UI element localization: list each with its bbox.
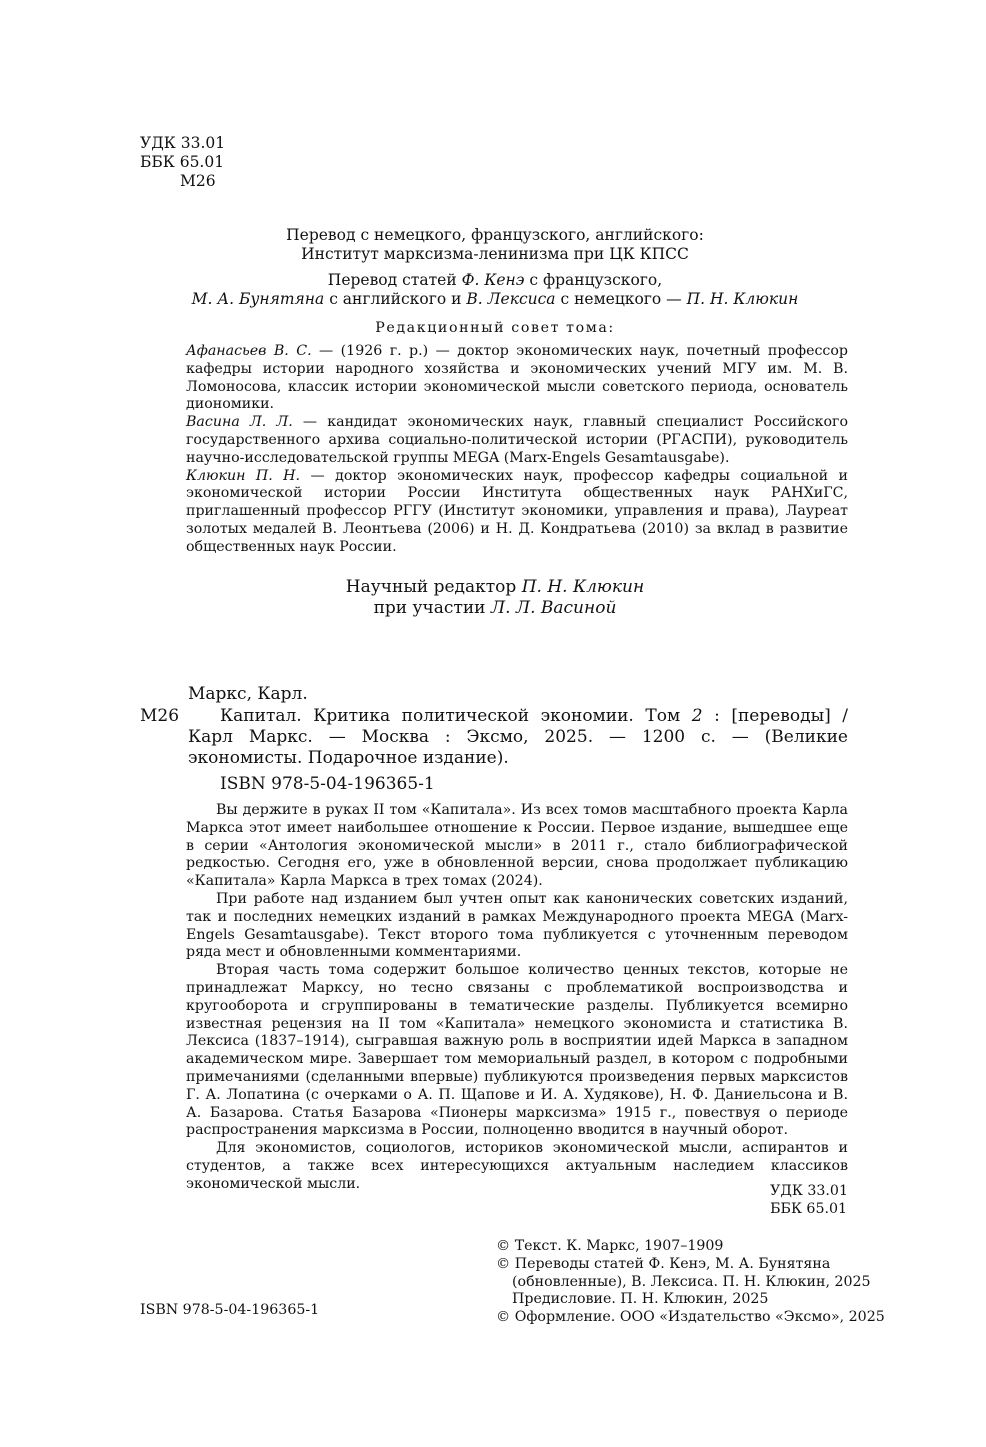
editor-name: П. Н. Клюкин [521, 577, 645, 597]
translator-name-bunyatyan: М. А. Бунятяна [191, 290, 325, 308]
editor-line-2: при участии Л. Л. Васиной [373, 598, 617, 618]
co-editor-name: Л. Л. Васиной [490, 598, 617, 618]
council-member-afanasyev: Афанасьев В. С. — (1926 г. р.) — доктор экономических наук, почетный профессор кафедры истории народного хозяйства и экономических учений МГУ им. М. В. Ломоносова, классик истории экономической мысли советского периода, основатель диономики. [186, 343, 848, 413]
top-codes [140, 134, 225, 191]
footer-isbn: ISBN 978-5-04-196365-1 [140, 1302, 320, 1318]
translator-name-klyukin: П. Н. Клюкин [686, 290, 799, 308]
annotation-paragraph-3: Вторая часть тома содержит большое количество ценных текстов, которые не принадлежат Марксу, но тесно связаны с проблематикой воспроизводства и кругооборота и сгруппированы в тематические разделы. Публикуется всемирно известная рецензия на II том «Капитала» немецкого экономиста и статистика В. Лексиса (1837–1914), сыгравшая важную роль в восприятии идей Маркса в западном академическом мире. Завершает том мемориальный раздел, в котором с подробными примечаниями (сделанными впервые) публикуются произведения первых марксистов Г. А. Лопатина (с очерками о А. П. Щапове и И. А. Худякове), Н. Ф. Даниельсона и В. А. Базарова. Статья Базарова «Пионеры марксизма» 1915 г., повествуя о периоде распространения марксизма в России, полноценно вводится в научный оборот. [186, 962, 848, 1139]
council-members [186, 343, 848, 557]
council-member-klyukin: Клюкин П. Н. — доктор экономических наук, профессор кафедры социальной и экономической истории России Института общественных наук РАНХиГС, приглашенный профессор РГГУ (Институт экономики, управления и права), Лауреат золотых медалей В. Леонтьева (2006) и Н. Д. Кондратьева (2010) за вклад в развитие общественных наук России. [186, 467, 848, 555]
editor-line-1: Научный редактор П. Н. Клюкин [345, 577, 645, 597]
annotation-paragraph-2: При работе над изданием был учтен опыт как канонических советских изданий, так и последних немецких изданий в рамках Международного проекта MEGA (Marx-Engels Gesamtausgabe). Текст второго тома публикуется с уточненным переводом ряда мест и обновленными комментариями. [186, 890, 848, 961]
copyright-translations: © Переводы статей Ф. Кенэ, М. А. Бунятяна [496, 1255, 831, 1272]
copyright-text: © Текст. К. Маркс, 1907–1909 [496, 1238, 724, 1254]
udk-code-bottom: УДК 33.01 [770, 1183, 848, 1199]
catalog-author: Маркс, Карл. [188, 684, 308, 704]
translation-line-2: Институт марксизма-ленинизма при ЦК КПСС [301, 245, 689, 263]
bottom-codes [770, 1183, 848, 1219]
annotation-paragraph-1: Вы держите в руках II том «Капитала». Из всех томов масштабного проекта Карла Маркса этот имеет наибольшее отношение к России. Первое издание, вышедшее еще в серии «Антология экономической мысли» в 2011 г., стало библиографической редкостью. Сегодня его, уже в обновленной версии, снова продолжает публикацию «Капитала» Карла Маркса в трех томах (2024). [186, 802, 848, 890]
author-mark-top: М26 [180, 172, 216, 190]
scientific-editor [140, 577, 850, 619]
translator-name-lexis: В. Лексиса [466, 290, 556, 308]
translation-credits [140, 226, 850, 309]
member-name: Васина Л. Л. [186, 414, 293, 431]
translation-line-1: Перевод с немецкого, французского, английского: [286, 226, 704, 244]
member-name: Афанасьев В. С. [186, 343, 312, 359]
catalog-isbn: ISBN 978-5-04-196365-1 [220, 774, 435, 794]
member-name: Клюкин П. Н. [186, 467, 301, 484]
copyright-block [496, 1238, 885, 1327]
copyright-preface: Предисловие. П. Н. Клюкин, 2025 [512, 1291, 769, 1308]
volume-number: 2 [691, 706, 703, 726]
udk-code-top: УДК 33.01 [140, 134, 226, 152]
translation-line-3: Перевод статей Ф. Кенэ с французского, [327, 271, 663, 289]
council-member-vasina: Васина Л. Л. — кандидат экономических наук, главный специалист Российского государственного архива социально-политической истории (РГАСПИ), руководитель научно-исследовательской группы MEGA (Marx-Engels Gesamtausgabe). [186, 414, 848, 466]
catalog-mark: М26 [140, 706, 180, 726]
translation-line-4: М. А. Бунятяна с английского и В. Лексиса с немецкого — П. Н. Клюкин [191, 290, 799, 308]
bbk-code-top: ББК 65.01 [140, 153, 225, 171]
annotation [186, 802, 848, 1194]
translator-name-kene: Ф. Кенэ [461, 271, 525, 289]
catalog-entry: Капитал. Критика политической экономии. Том 2 : [переводы] / Карл Маркс. — Москва : Эксмо, 2025. — 1200 с. — (Великие экономисты. Подарочное издание). [188, 706, 848, 768]
annotation-paragraph-4: Для экономистов, социологов, историков экономической мысли, аспирантов и студентов, а также всех интересующихся актуальным наследием классиков экономической мысли. [186, 1140, 848, 1192]
copyright-translations-cont: (обновленные), В. Лексиса. П. Н. Клюкин, 2025 [512, 1273, 871, 1290]
copyright-design: © Оформление. ООО «Издательство «Эксмо», 2025 [496, 1309, 885, 1326]
bbk-code-bottom: ББК 65.01 [770, 1200, 848, 1217]
council-heading: Редакционный совет тома: [375, 320, 615, 336]
